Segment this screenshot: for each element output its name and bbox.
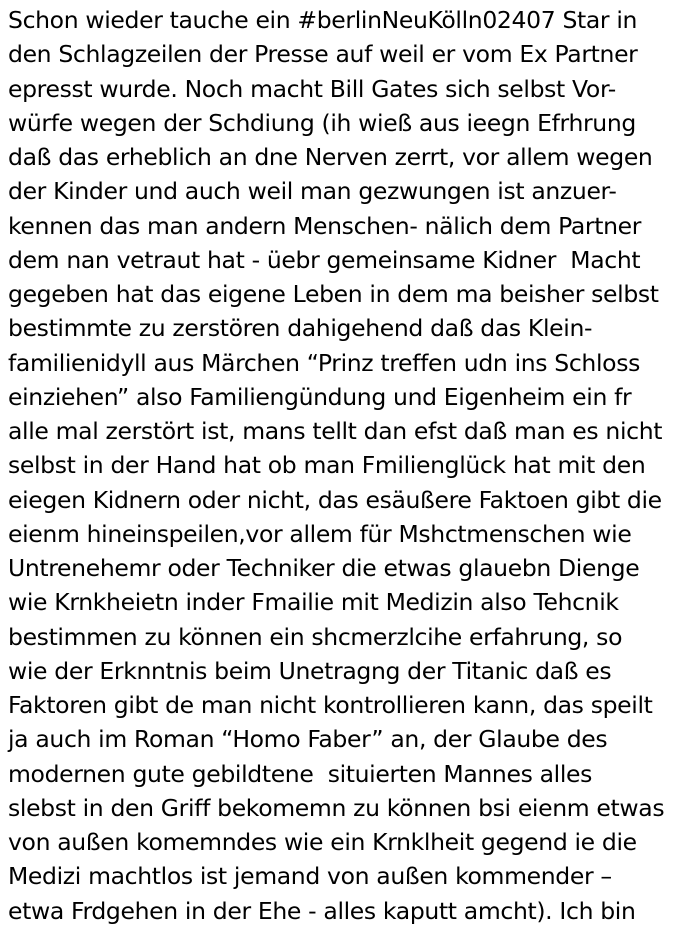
text-line: slebst in den Griff bekomemn zu können bsi eienm etwas <box>8 793 665 822</box>
text-line: Faktoren gibt de man nicht kontrollieren kann, das speilt <box>8 691 653 719</box>
text-line: eiegen Kidnern oder nicht, das esäußere Faktoen gibt die <box>8 485 662 514</box>
text-line: einziehen” also Familiengündung und Eigenheim ein fr <box>8 382 632 411</box>
text-line: gegeben hat das eigene Leben in dem ma beisher selbst <box>8 280 659 308</box>
text-line: Schon wieder tauche ein #berlinNeuKölln02407 Star in <box>8 6 638 34</box>
text-line: Untrenehemr oder Techniker die etwas glauebn Dienge <box>8 554 640 582</box>
text-line: wie der Erknntnis beim Unetragng der Titanic daß es <box>8 656 612 685</box>
text-line: der Kinder und auch weil man gezwungen ist anzuer- <box>8 177 617 206</box>
text-line: daß das erheblich an dne Nerven zerrt, vor allem wegen <box>8 143 653 171</box>
text-line: modernen gute gebildtene situierten Mannes alles <box>8 759 593 788</box>
text-line: wie Krnkheietn inder Fmailie mit Medizin also Tehcnik <box>8 588 619 617</box>
text-line: alle mal zerstört ist, mans tellt dan efst daß man es nicht <box>8 417 663 445</box>
text-line: etwa Frdgehen in der Ehe - alles kaputt amcht). Ich bin <box>8 896 636 925</box>
text-line: bestimmen zu können ein shcmerzlcihe erfahrung, so <box>8 622 623 651</box>
text-line: bestimmte zu zerstören dahigehend daß das Klein- <box>8 314 593 343</box>
text-line: von außen komemndes wie ein Krnklheit gegend ie die <box>8 828 637 856</box>
text-line: Medizi machtlos ist jemand von außen kommender – <box>8 862 612 891</box>
body-text <box>8 3 684 928</box>
text-line: eienm hineinspeilen,vor allem für Mshctmenschen wie <box>8 519 632 548</box>
text-line: den Schlagzeilen der Presse auf weil er vom Ex Partner <box>8 40 638 69</box>
text-line: epresst wurde. Noch macht Bill Gates sich selbst Vor- <box>8 74 616 103</box>
text-line: kennen das man andern Menschen- nälich dem Partner <box>8 211 642 240</box>
text-line: würfe wegen der Schdiung (ih wieß aus ieegn Efrhrung <box>8 108 636 137</box>
text-line: selbst in der Hand hat ob man Fmilienglück hat mit den <box>8 451 646 480</box>
text-line: dem nan vetraut hat - üebr gemeinsame Kidner Macht <box>8 245 641 274</box>
text-line: ja auch im Roman “Homo Faber” an, der Glaube des <box>8 725 608 754</box>
text-line: familienidyll aus Märchen “Prinz treffen udn ins Schloss <box>8 348 640 377</box>
